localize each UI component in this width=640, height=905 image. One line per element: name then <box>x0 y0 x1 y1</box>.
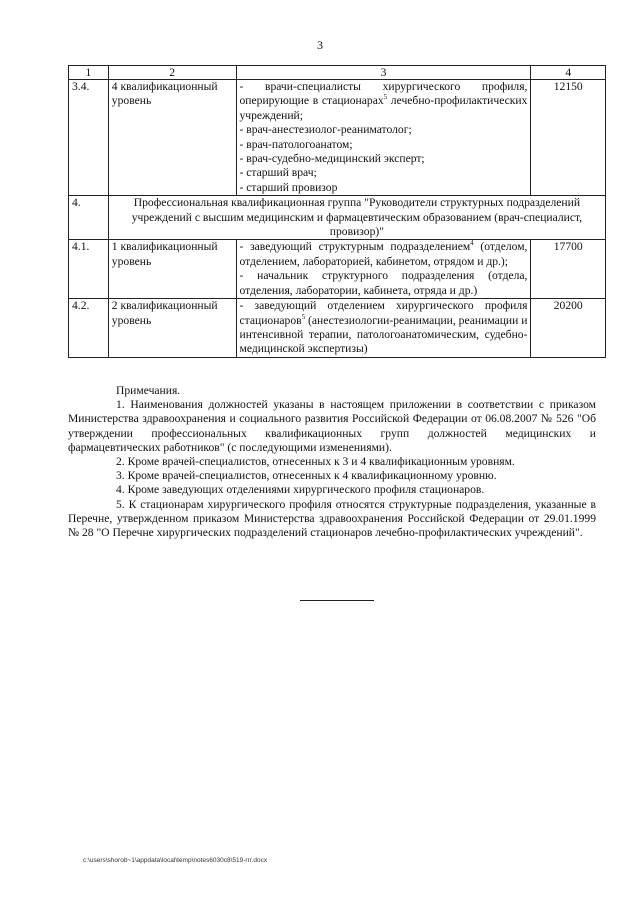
table-row <box>69 196 606 240</box>
table-row <box>69 80 606 196</box>
footnote-ref: 5 <box>383 93 388 102</box>
description-line: - врач-патологоанатом; <box>239 137 353 151</box>
header-cell-2: 2 <box>108 66 236 80</box>
footnote-ref: 5 <box>301 312 306 321</box>
page-number: 3 <box>317 38 323 52</box>
footnote-ref: 4 <box>470 239 474 248</box>
note-5: 5. К стационарам хирургического профиля относятся структурные подразделения, указанные в Перечне, утвержденном приказом Министерства здравоохранения Российской Федерации от 29.01.1999 № 28 "О Перечне хирургических подразделений стационаров лечебно-профилактических учреждений". <box>68 497 596 540</box>
description-line: - старший провизор <box>239 180 338 194</box>
salary-table <box>68 65 606 358</box>
header-cell-4: 4 <box>531 66 606 80</box>
position-description <box>236 299 531 358</box>
description-line: - врачи-специалисты хирургического профиля, оперирующие в стационарах <box>239 80 528 108</box>
table-row <box>69 299 606 358</box>
file-path-footer: c:\users\shorob~1\appdata\local\temp\notes6030c8\519-rrr.docx <box>83 857 268 864</box>
salary-value: 12150 <box>531 80 606 196</box>
description-line: лечебно-профилактических учреждений; <box>239 94 528 122</box>
description-line: (анестезиологии-реанимации, реанимации и интенсивной терапии, патологоанатомическим, судебно-медицинской экспертизы) <box>239 313 528 356</box>
position-description <box>236 80 531 196</box>
row-number: 4.1. <box>69 240 109 299</box>
header-cell-1: 1 <box>69 66 109 80</box>
description-line: - заведующий отделением хирургического профиля стационаров <box>239 299 528 327</box>
salary-value: 20200 <box>531 299 606 358</box>
description-line: - врач-анестезиолог-реаниматолог; <box>239 123 412 137</box>
position-description <box>236 240 531 299</box>
qualification-level: 4 квалификационный уровень <box>108 80 236 196</box>
description-line: - начальник структурного подразделения (отдела, отделения, лаборатории, кабинета, отряда и др.) <box>239 269 528 297</box>
row-number: 3.4. <box>69 80 109 196</box>
note-2: 2. Кроме врачей-специалистов, отнесенных к 3 и 4 квалификационным уровням. <box>116 455 515 469</box>
note-4: 4. Кроме заведующих отделениями хирургического профиля стационаров. <box>116 483 485 497</box>
group-heading: Профессиональная квалификационная группа "Руководители структурных подразделений учреждений с высшим медицинским и фармацевтическим образованием (врач-специалист, провизор)" <box>108 196 605 240</box>
notes-title: Примечания. <box>116 384 181 397</box>
salary-value: 17700 <box>531 240 606 299</box>
description-line: - старший врач; <box>239 166 317 180</box>
table-header-row <box>69 66 606 80</box>
note-3: 3. Кроме врачей-специалистов, отнесенных к 4 квалификационному уровню. <box>116 469 497 483</box>
row-number: 4.2. <box>69 299 109 358</box>
end-divider <box>300 600 374 601</box>
description-line: - врач-судебно-медицинский эксперт; <box>239 152 425 166</box>
qualification-level: 2 квалификационный уровень <box>108 299 236 358</box>
note-1: 1. Наименования должностей указаны в настоящем приложении в соответствии с приказом Министерства здравоохранения и социального развития Российской Федерации от 06.08.2007 № 526 "Об утверждении профессиональных квалификационных групп должностей медицинских и фармацевтических работников" (с последующими изменениями). <box>68 398 596 454</box>
table-row <box>69 240 606 299</box>
header-cell-3: 3 <box>236 66 531 80</box>
description-line: - заведующий структурным подразделением <box>239 240 471 254</box>
notes-section <box>68 384 596 540</box>
description-line: (отделом, отделением, лабораторией, кабинетом, отрядом и др.); <box>239 240 528 268</box>
qualification-level: 1 квалификационный уровень <box>108 240 236 299</box>
row-number: 4. <box>69 196 109 240</box>
